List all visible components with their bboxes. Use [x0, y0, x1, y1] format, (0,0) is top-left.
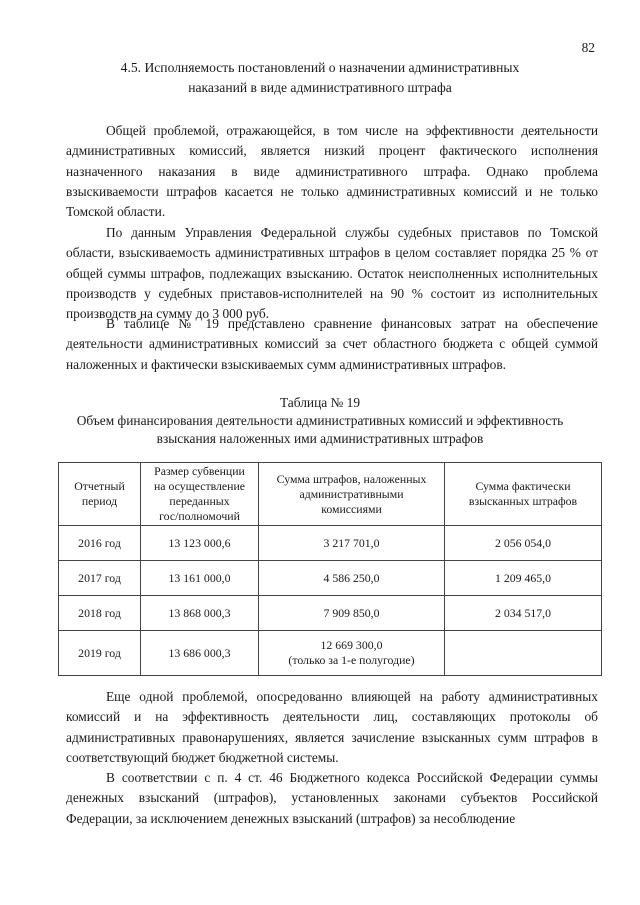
cell-imposed: 3 217 701,0	[259, 526, 445, 561]
cell-imposed	[259, 631, 445, 676]
page-number: 82	[581, 40, 595, 55]
section-title-line-2: наказаний в виде административного штрафа	[188, 80, 452, 95]
cell-imposed-value: 12 669 300,0	[320, 638, 383, 652]
cell-period: 2018 год	[59, 596, 141, 631]
header-period: Отчетный период	[59, 463, 141, 526]
cell-period: 2016 год	[59, 526, 141, 561]
cell-subsidy: 13 161 000,0	[141, 561, 259, 596]
paragraph-1: Общей проблемой, отражающейся, в том числе на эффективности деятельности административных комиссий, является низкий процент фактического исполнения назначенного наказания в виде административного штрафа. Однако проблема взыскиваемости штрафов касается не только административных комиссий и не только Томской области.	[66, 123, 598, 220]
cell-period: 2019 год	[59, 631, 141, 676]
cell-subsidy: 13 686 000,3	[141, 631, 259, 676]
cell-collected	[445, 631, 602, 676]
cell-imposed: 7 909 850,0	[259, 596, 445, 631]
paragraph-3: В таблице № 19 представлено сравнение финансовых затрат на обеспечение деятельности административных комиссий за счет областного бюджета с общей суммой наложенных и фактически взыскиваемых сумм административных штрафов.	[66, 316, 598, 372]
cell-collected: 2 056 054,0	[445, 526, 602, 561]
table-row	[59, 596, 602, 631]
table-row	[59, 631, 602, 676]
table-caption-line-1: Объем финансирования деятельности административных комиссий и эффективность	[76, 413, 564, 428]
cell-collected: 1 209 465,0	[445, 561, 602, 596]
section-title	[60, 58, 580, 98]
section-title-line-1: 4.5. Исполняемость постановлений о назначении административных	[120, 60, 520, 75]
cell-imposed-note: (только за 1-е полугодие)	[288, 653, 415, 667]
paragraph-5: В соответствии с п. 4 ст. 46 Бюджетного кодекса Российской Федерации суммы денежных взысканий (штрафов), установленных законами субъектов Российской Федерации, за исключением денежных взысканий (штрафов) за несоблюдение	[66, 770, 598, 826]
financing-table	[58, 462, 602, 676]
cell-collected: 2 034 517,0	[445, 596, 602, 631]
table-caption	[60, 394, 580, 448]
header-subsidy: Размер субвенции на осуществление переданных гос/полномочий	[141, 463, 259, 526]
cell-subsidy: 13 123 000,6	[141, 526, 259, 561]
table-row	[59, 561, 602, 596]
table-row	[59, 526, 602, 561]
cell-imposed: 4 586 250,0	[259, 561, 445, 596]
cell-subsidy: 13 868 000,3	[141, 596, 259, 631]
table-header-row	[59, 463, 602, 526]
header-collected: Сумма фактически взысканных штрафов	[445, 463, 602, 526]
paragraph-4: Еще одной проблемой, опосредованно влияющей на работу административных комиссий и на эффективность деятельности лиц, составляющих протоколы об административных правонарушениях, является зачисление взысканных сумм штрафов в соответствующий бюджет бюджетной системы.	[66, 689, 598, 765]
table-caption-line-2: взыскания наложенных ими административных штрафов	[156, 431, 484, 446]
table-label: Таблица № 19	[279, 395, 361, 410]
cell-period: 2017 год	[59, 561, 141, 596]
paragraph-2: По данным Управления Федеральной службы судебных приставов по Томской области, взыскиваемость административных штрафов в целом составляет порядка 25 % от общей суммы штрафов, подлежащих взысканию. Остаток неисполненных исполнительных производств у судебных приставов-исполнителей на 90 % состоит из исполнительных производств на сумму до 3 000 руб.	[66, 225, 598, 322]
header-imposed: Сумма штрафов, наложенных административными комиссиями	[259, 463, 445, 526]
